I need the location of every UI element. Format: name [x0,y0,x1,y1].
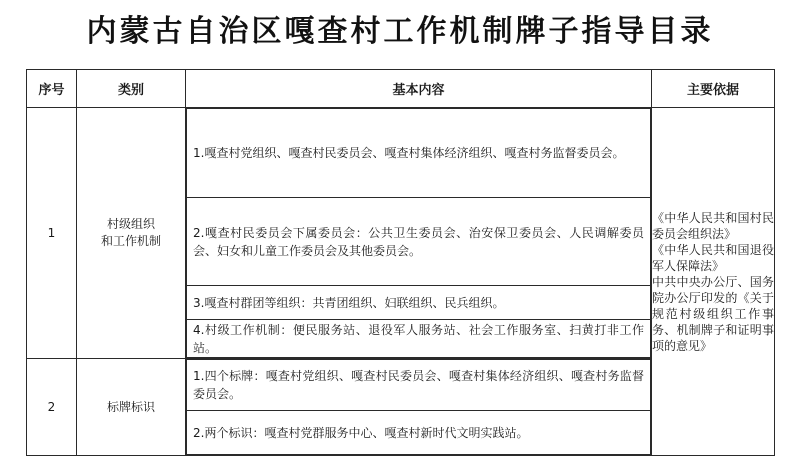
row-1-content [186,108,652,359]
header-category: 类别 [77,70,186,108]
header-content: 基本内容 [186,70,652,108]
row-1-category-line-1: 村级组织 [106,217,155,231]
row-1-category-line-2: 和工作机制 [100,234,161,248]
row-1-category [77,108,186,359]
row-1-item-2: 2.嘎查村民委员会下属委员会：公共卫生委员会、治安保卫委员会、人民调解委员会、妇女和儿童工作委员会及其他委员会。 [186,198,651,286]
row-2-category [77,359,186,456]
table-row [27,108,775,359]
basis-line-1: 《中华人民共和国村民委员会组织法》 [652,210,774,241]
row-1-no: 1 [27,108,77,359]
row-2-item-2: 2.两个标识：嘎查村党群服务中心、嘎查村新时代文明实践站。 [186,411,651,455]
table-header-row [27,70,775,108]
basis-cell [652,108,775,456]
page-title: 内蒙古自治区嘎查村工作机制牌子指导目录 [86,14,714,49]
row-2-no: 2 [27,359,77,456]
row-2-item-1: 1.四个标牌：嘎查村党组织、嘎查村民委员会、嘎查村集体经济组织、嘎查村务监督委员会。 [186,359,651,411]
row-2-category-line-1: 标牌标识 [106,399,155,414]
row-1-item-4: 4.村级工作机制：便民服务站、退役军人服务站、社会工作服务室、扫黄打非工作站。 [186,320,651,358]
row-1-item-3: 3.嘎查村群团等组织：共青团组织、妇联组织、民兵组织。 [186,286,651,320]
row-2-content [186,359,652,456]
row-1-item-1: 1.嘎查村党组织、嘎查村民委员会、嘎查村集体经济组织、嘎查村务监督委员会。 [186,108,651,198]
header-no: 序号 [27,70,77,108]
basis-line-2: 《中华人民共和国退役军人保障法》 [652,242,774,273]
basis-line-3: 中共中央办公厅、国务院办公厅印发的《关于规范村级组织工作事务、机制牌子和证明事项的意见》 [652,274,774,353]
catalog-table [26,69,775,456]
header-basis: 主要依据 [652,70,775,108]
